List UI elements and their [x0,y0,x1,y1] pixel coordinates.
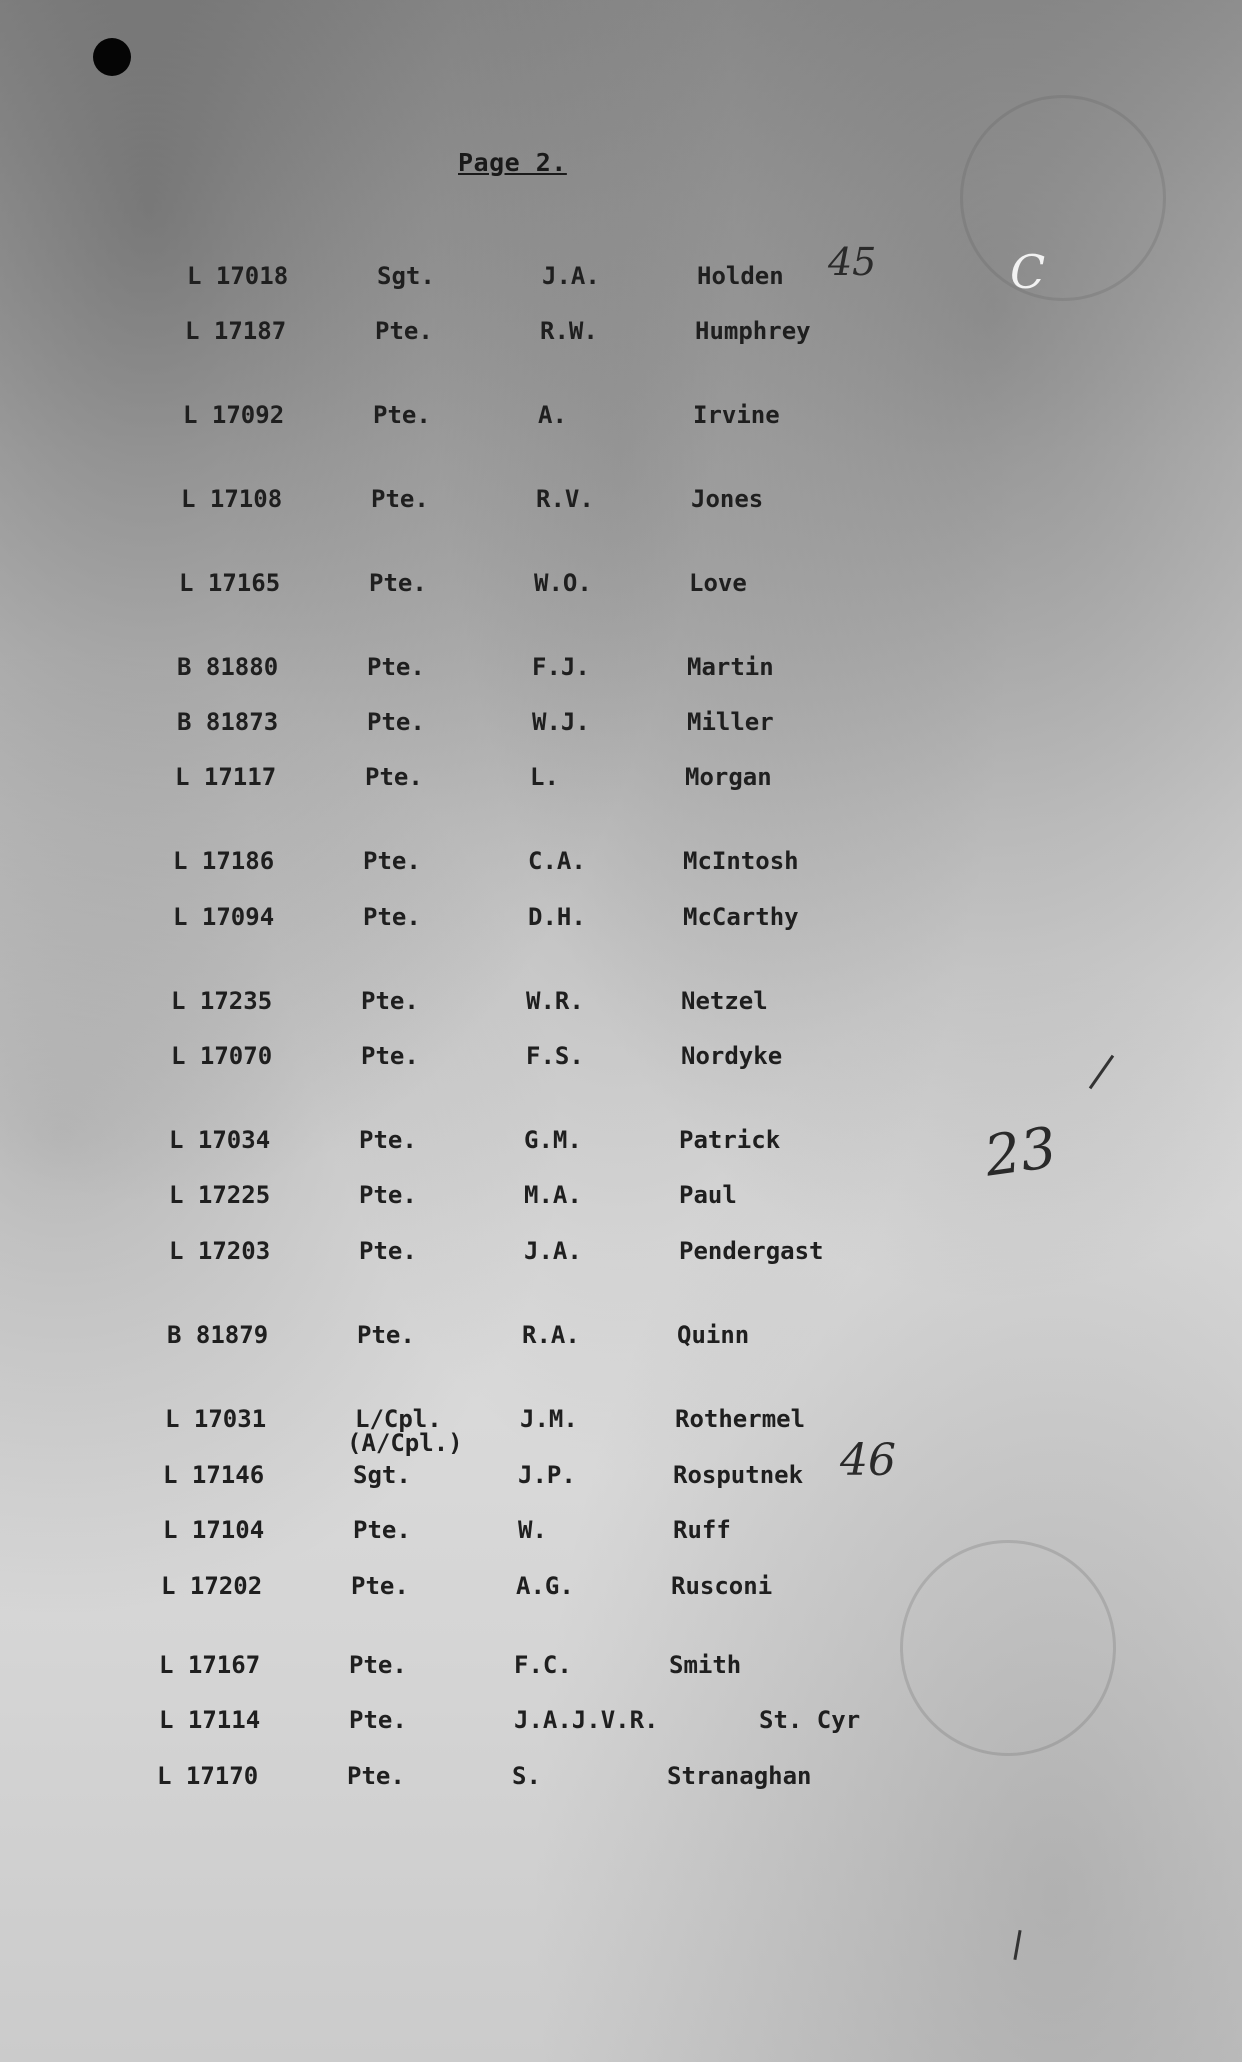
initials: J.A.J.V.R. [514,1706,659,1734]
handwritten-number: 45 [828,240,877,284]
surname: Ruff [673,1516,731,1544]
punch-hole [93,38,131,76]
surname: Rusconi [671,1572,773,1600]
rank: Pte. [371,485,429,513]
initials: F.C. [514,1651,572,1679]
initials: D.H. [528,903,586,931]
rank: Sgt. [377,262,435,290]
surname: McIntosh [683,847,799,875]
handwritten-letter: C [1010,245,1046,299]
rank: Pte. [363,847,421,875]
surname: Miller [687,708,774,736]
service-number: L 17114 [159,1706,261,1734]
surname: Paul [679,1181,737,1209]
rank: Pte. [351,1572,409,1600]
service-number: L 17108 [181,485,283,513]
surname: Humphrey [695,317,811,345]
rank: Pte. [363,903,421,931]
service-number: L 17031 [165,1405,267,1433]
faded-stamp [900,1540,1116,1756]
initials: J.A. [542,262,600,290]
rank: Pte. [369,569,427,597]
rank: Pte. [359,1181,417,1209]
surname: St. Cyr [759,1706,861,1734]
rank: Pte. [361,987,419,1015]
service-number: L 17170 [157,1762,259,1790]
initials: W.R. [526,987,584,1015]
service-number: L 17186 [173,847,275,875]
service-number: L 17225 [169,1181,271,1209]
surname: Martin [687,653,774,681]
service-number: L 17117 [175,763,277,791]
rank-acting: (A/Cpl.) [347,1429,463,1457]
initials: J.P. [518,1461,576,1489]
service-number: L 17018 [187,262,289,290]
initials: A.G. [516,1572,574,1600]
service-number: L 17202 [161,1572,263,1600]
service-number: L 17146 [163,1461,265,1489]
rank: Pte. [367,653,425,681]
handwritten-number: 23 [980,1115,1061,1190]
surname: Stranaghan [667,1762,812,1790]
rank: Pte. [361,1042,419,1070]
surname: Patrick [679,1126,781,1154]
surname: Smith [669,1651,742,1679]
rank: Pte. [375,317,433,345]
initials: S. [512,1762,541,1790]
service-number: L 17167 [159,1651,261,1679]
service-number: L 17070 [171,1042,273,1070]
rank: Pte. [347,1762,405,1790]
surname: Rosputnek [673,1461,804,1489]
rank: Pte. [359,1126,417,1154]
initials: J.M. [520,1405,578,1433]
handwritten-number: 46 [840,1435,896,1486]
surname: Quinn [677,1321,750,1349]
initials: F.S. [526,1042,584,1070]
initials: M.A. [524,1181,582,1209]
pencil-tick [1089,1055,1114,1089]
rank: Pte. [367,708,425,736]
rank: Pte. [373,401,431,429]
initials: W.J. [532,708,590,736]
rank-primary: L/Cpl. [355,1405,442,1433]
initials: A. [538,401,567,429]
service-number: L 17187 [185,317,287,345]
initials: L. [530,763,559,791]
service-number: L 17104 [163,1516,265,1544]
initials: F.J. [532,653,590,681]
service-number: B 81880 [177,653,279,681]
initials: G.M. [524,1126,582,1154]
surname: McCarthy [683,903,799,931]
surname: Netzel [681,987,768,1015]
surname: Morgan [685,763,772,791]
initials: C.A. [528,847,586,875]
service-number: L 17092 [183,401,285,429]
rank: Pte. [353,1516,411,1544]
service-number: B 81873 [177,708,279,736]
initials: W.O. [534,569,592,597]
service-number: L 17203 [169,1237,271,1265]
surname: Pendergast [679,1237,824,1265]
surname: Love [689,569,747,597]
service-number: L 17034 [169,1126,271,1154]
service-number: L 17165 [179,569,281,597]
page-title: Page 2. [458,148,567,177]
rank [347,1405,463,1457]
surname: Jones [691,485,764,513]
service-number: L 17094 [173,903,275,931]
rank: Pte. [349,1706,407,1734]
surname: Holden [697,262,784,290]
initials: R.V. [536,485,594,513]
rank: Pte. [357,1321,415,1349]
faded-stamp [960,95,1166,301]
rank: Pte. [365,763,423,791]
initials: R.W. [540,317,598,345]
rank: Sgt. [353,1461,411,1489]
surname: Irvine [693,401,780,429]
initials: R.A. [522,1321,580,1349]
initials: J.A. [524,1237,582,1265]
pencil-tick [1013,1930,1021,1960]
service-number: L 17235 [171,987,273,1015]
surname: Nordyke [681,1042,783,1070]
service-number: B 81879 [167,1321,269,1349]
rank: Pte. [359,1237,417,1265]
initials: W. [518,1516,547,1544]
rank: Pte. [349,1651,407,1679]
surname: Rothermel [675,1405,806,1433]
